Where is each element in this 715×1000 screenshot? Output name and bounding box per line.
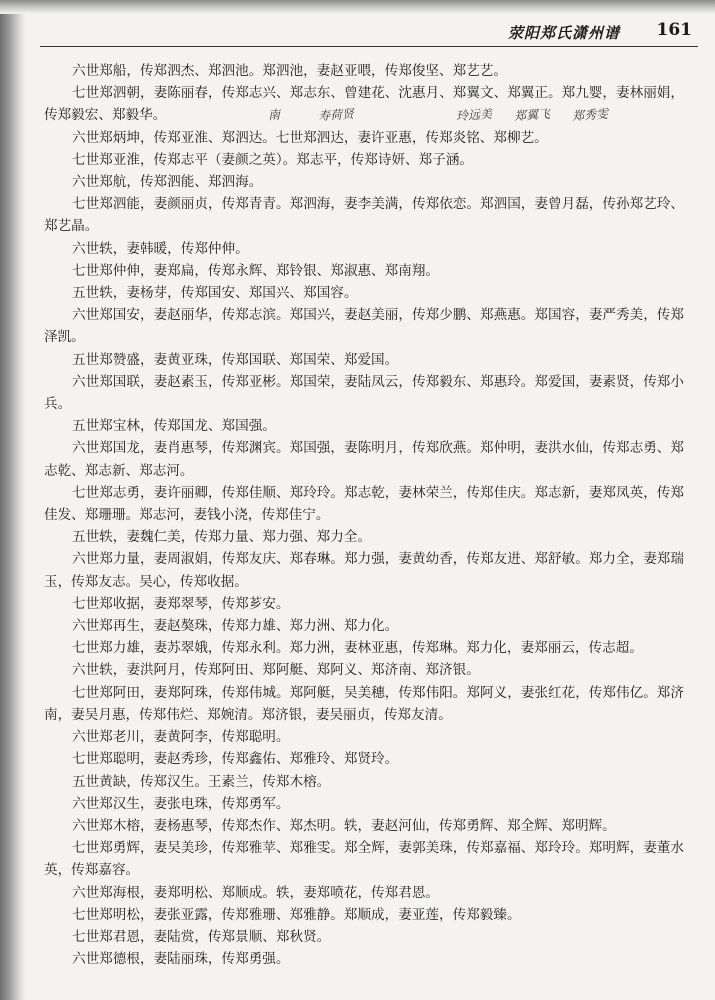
handwritten-note: 郑秀雯: [571, 106, 609, 124]
paragraph: 六世郑汉生，妻张电珠，传郑勇军。: [72, 795, 290, 812]
paragraph: 七世郑收据，妻郑翠琴，传郑芗安。: [72, 595, 290, 612]
page-number: 161: [656, 20, 692, 40]
paragraph: 六世郑木榕，妻杨惠琴，传郑杰作、郑杰明。轶，妻赵河仙，传郑勇辉、郑全辉、郑明辉。: [72, 817, 616, 834]
paragraph: 七世郑亚淮，传郑志平（妻颜之英）。郑志平，传郑诗妍、郑子涵。: [72, 151, 474, 168]
paragraph: 七世郑泗朝，妻陈丽春，传郑志兴、郑志东、曾建花、沈惠月、郑翼文、郑翼正。郑九婴，妻林丽娟，传郑毅宏、郑毅华。: [44, 85, 684, 124]
paragraph: 七世郑力雄，妻苏翠娥，传郑永利。郑力洲，妻林亚惠，传郑琳。郑力化，妻郑丽云，传志超。: [72, 640, 643, 657]
paragraph: 六世郑船，传郑泗杰、郑泗池。郑泗池，妻赵亚喂，传郑俊坚、郑艺艺。: [72, 63, 507, 79]
paragraph: 七世郑明松，妻张亚露，传郑雅珊、郑雅静。郑顺成，妻亚莲，传郑毅臻。: [72, 906, 521, 923]
handwritten-note: 玲远美: [455, 106, 493, 124]
paragraph: 七世郑泗能，妻颜丽贞，传郑青青。郑泗海，妻李美满，传郑依恋。郑泗国，妻曾月磊，传孙郑艺玲、郑艺晶。: [44, 196, 684, 235]
paragraph: 七世郑勇辉，妻吴美珍，传郑雅苹、郑雅雯。郑全辉，妻郭美珠，传郑嘉福、郑玲玲。郑明辉，妻董水英，传郑嘉容。: [44, 840, 684, 879]
paragraph: 六世郑航，传郑泗能、郑泗海。: [72, 174, 263, 191]
paragraph: 七世郑君恩，妻陆赏，传郑景顺、郑秋贤。: [72, 928, 331, 945]
paragraph: 五世轶，妻杨芽，传郑国安、郑国兴、郑国容。: [72, 285, 358, 302]
paragraph: 六世郑老川，妻黄阿李，传郑聪明。: [72, 729, 290, 746]
handwritten-note: 寿荷贤: [317, 106, 355, 124]
paragraph: 六世郑炳坤，传郑亚淮、郑泗达。七世郑泗达，妻许亚惠，传郑炎铭、郑柳艺。: [72, 129, 548, 146]
genealogy-text: [44, 60, 684, 970]
handwritten-note: 郑翼飞: [513, 106, 551, 124]
handwritten-note: 南: [267, 107, 281, 123]
paragraph: 七世郑志勇，妻许丽卿，传郑佳顺、郑玲玲。郑志乾，妻林荣兰，传郑佳庆。郑志新，妻郑凤英，传郑佳发、郑珊珊。郑志河，妻钱小浇，传郑佳宁。: [44, 484, 684, 524]
running-header: [40, 20, 698, 47]
paragraph: 七世郑阿田，妻郑阿珠，传郑伟城。郑阿艇，吴美穗，传郑伟阳。郑阿义，妻张红花，传郑伟亿。郑济南，妻吴月惠，传郑伟烂、郑婉清。郑济银，妻吴丽贞，传郑友清。: [44, 684, 684, 723]
paragraph: 七世郑聪明，妻赵秀珍，传郑鑫佑、郑雅玲、郑贤玲。: [72, 751, 399, 768]
paragraph: 五世郑宝林，传郑国龙、郑国强。: [72, 418, 276, 435]
paragraph: 五世郑赞盛，妻黄亚珠，传郑国联、郑国荣、郑爱国。: [72, 351, 399, 368]
scan-shadow-edge: [0, 0, 26, 1000]
paragraph: 七世郑仲伸，妻郑扁，传郑永辉、郑铃银、郑淑惠、郑南翔。: [72, 262, 440, 279]
paragraph: 六世郑力量，妻周淑娟，传郑友庆、郑春琳。郑力强，妻黄幼香，传郑友进、郑舒敏。郑力全，妻郑瑞玉，传郑友志。吴心，传郑收据。: [44, 551, 684, 590]
paragraph: 六世郑海根，妻郑明松、郑顺成。轶，妻郑喷花，传郑君恩。: [72, 884, 440, 901]
paragraph: 六世轶，妻韩暖，传郑仲伸。: [72, 240, 249, 257]
paragraph: 六世郑再生，妻赵獒珠，传郑力雄、郑力洲、郑力化。: [72, 618, 399, 635]
paragraph: 五世轶，妻魏仁美，传郑力量、郑力强、郑力全。: [72, 529, 372, 546]
paragraph: 五世黄缺，传郑汉生。王素兰，传郑木榕。: [72, 773, 331, 790]
paragraph: 六世郑德根，妻陆丽珠，传郑勇强。: [72, 951, 290, 968]
scan-shadow-top: [0, 0, 715, 14]
paragraph: 六世郑国安，妻赵丽华，传郑志滨。郑国兴，妻赵美丽，传郑少鹏、郑燕惠。郑国容，妻严秀美，传郑泽凯。: [44, 307, 684, 346]
paragraph: 六世轶，妻洪阿月，传郑阿田、郑阿艇、郑阿义、郑济南、郑济银。: [72, 662, 480, 679]
book-title: 荥阳郑氏潇州谱: [507, 24, 620, 42]
paragraph: 六世郑国联，妻赵素玉，传郑亚彬。郑国荣，妻陆凤云，传郑毅东、郑惠玲。郑爱国，妻素贤，传郑小兵。: [44, 373, 684, 413]
paragraph: 六世郑国龙，妻肖惠琴，传郑渊宾。郑国强，妻陈明月，传郑欣燕。郑仲明，妻洪水仙，传郑志勇、郑志乾、郑志新、郑志河。: [44, 440, 684, 479]
